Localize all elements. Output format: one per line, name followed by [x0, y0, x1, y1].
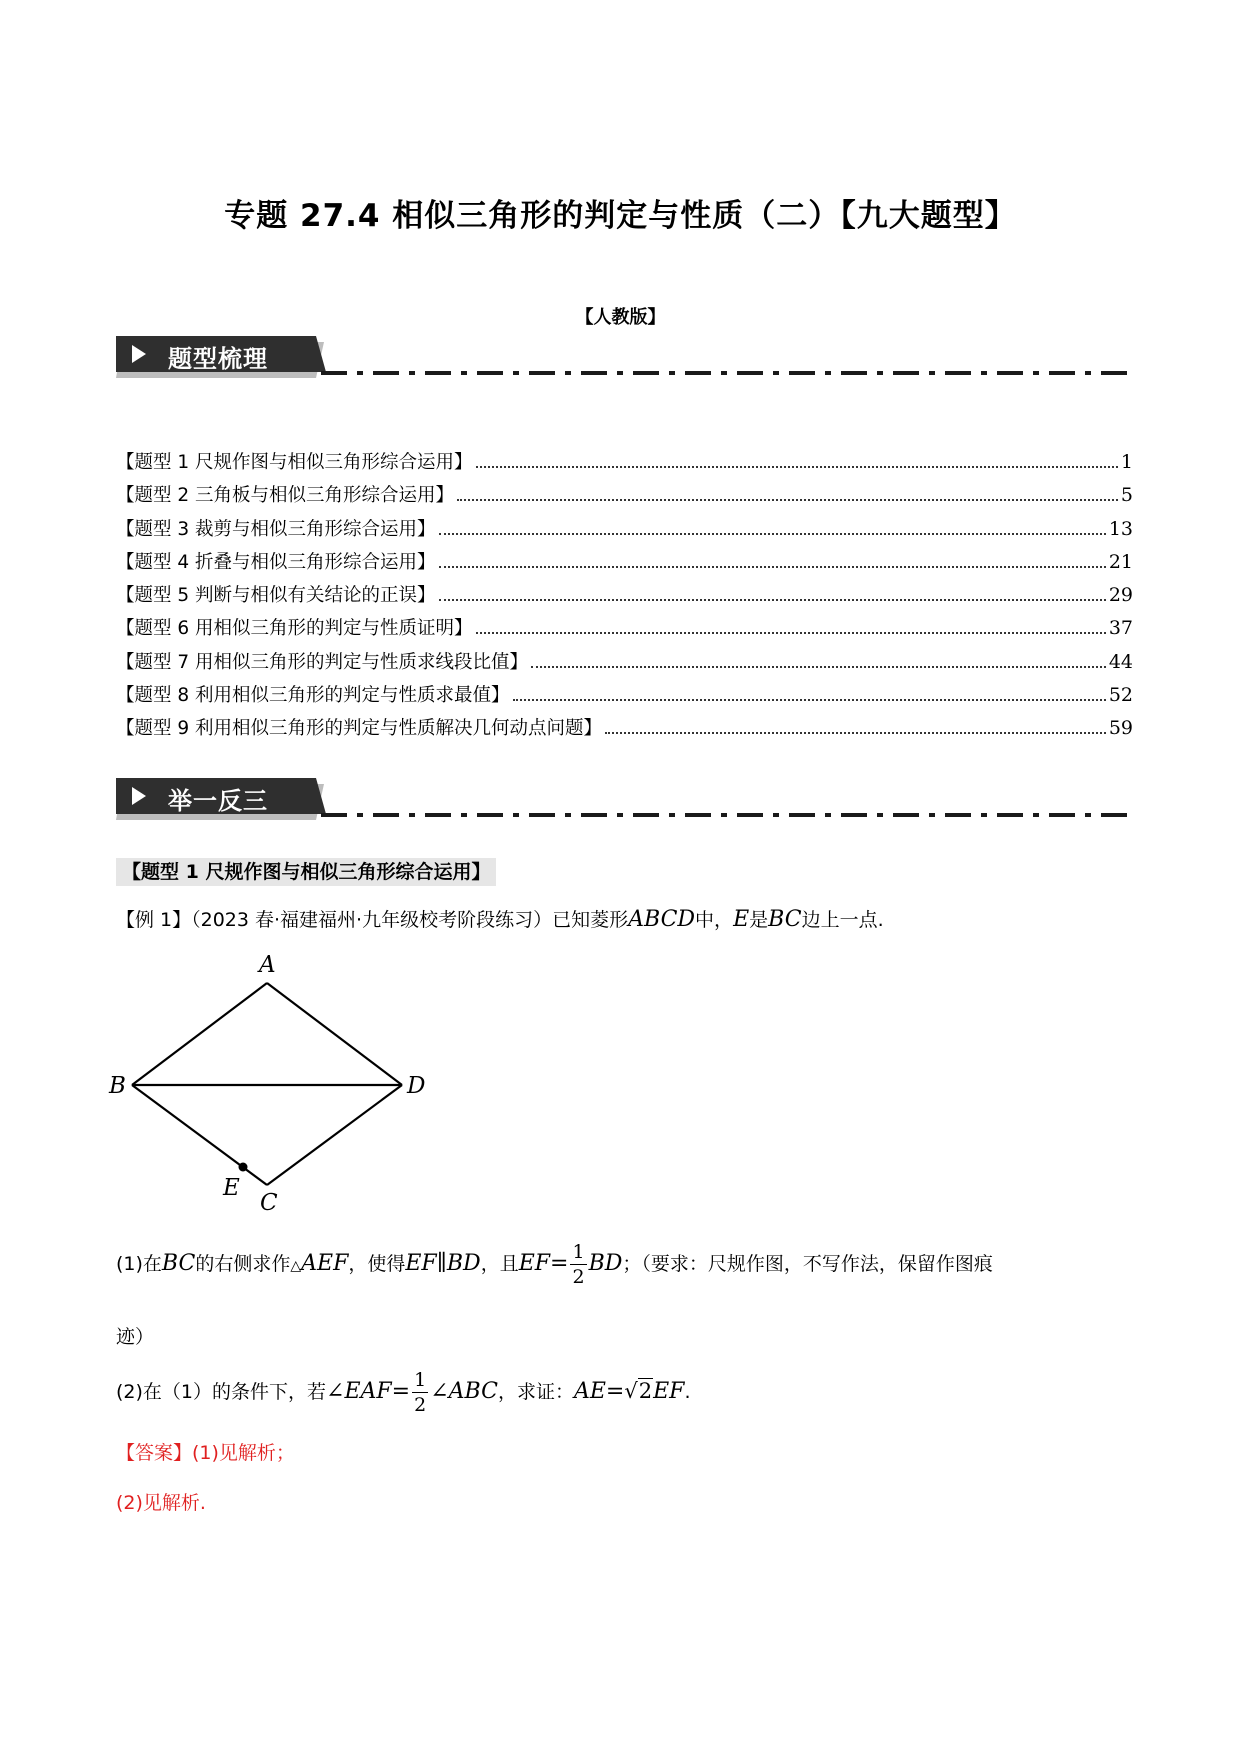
label-b: B [109, 1073, 126, 1099]
section-banner-practice [116, 778, 1133, 826]
toc-item[interactable]: 【题型 9 利用相似三角形的判定与性质解决几何动点问题】 59 [116, 717, 1133, 740]
point-e-dot [239, 1163, 248, 1172]
banner-shape [116, 336, 1133, 384]
banner-shape [116, 778, 1133, 826]
toc-item[interactable]: 【题型 3 裁剪与相似三角形综合运用】 13 [116, 517, 1133, 540]
question-1: (1)在BC的右侧求作△AEF，使得EF∥BD，且EF= $\frac{1}{2}$ BD；（要求：尺规作图，不写作法，保留作图痕 [116, 1240, 993, 1288]
question-2: (2)在（1）的条件下，若∠EAF= $\frac{1}{2}$ ∠ABC，求证：AE=√2EF. [116, 1368, 691, 1416]
sqrt-two: √2 [624, 1379, 653, 1403]
toc-item[interactable]: 【题型 4 折叠与相似三角形综合运用】 21 [116, 550, 1133, 573]
label-a: A [259, 952, 276, 978]
toc-item[interactable]: 【题型 1 尺规作图与相似三角形综合运用】 1 [116, 451, 1133, 473]
toc-item[interactable]: 【题型 8 利用相似三角形的判定与性质求最值】 52 [116, 684, 1133, 707]
question-1-continued: 迹） [116, 1326, 155, 1348]
label-c: C [260, 1190, 278, 1216]
section-banner-overview [116, 336, 1133, 384]
toc-item[interactable]: 【题型 5 判断与相似有关结论的正误】 29 [116, 584, 1133, 607]
toc-item[interactable]: 【题型 6 用相似三角形的判定与性质证明】 37 [116, 617, 1133, 640]
edition-label: 【人教版】 [575, 307, 666, 328]
table-of-contents [116, 448, 1133, 748]
fraction-half: $\frac{1}{2}$ [414, 1368, 427, 1416]
label-e: E [223, 1175, 240, 1201]
toc-item[interactable]: 【题型 2 三角板与相似三角形综合运用】 5 [116, 484, 1133, 507]
label-d: D [407, 1073, 426, 1099]
fraction-half: $\frac{1}{2}$ [572, 1240, 585, 1288]
banner-label: 题型梳理 [168, 345, 268, 373]
example-statement: 【例 1】（2023 春·福建福州·九年级校考阶段练习）已知菱形ABCD中，E是BC边上一点. [116, 907, 884, 932]
answer-line-1: 【答案】(1)见解析； [116, 1442, 295, 1464]
answer-line-2: (2)见解析. [116, 1492, 206, 1514]
section-heading: 【题型 1 尺规作图与相似三角形综合运用】 [116, 858, 496, 886]
page-title: 专题 27.4 相似三角形的判定与性质（二）【九大题型】 [224, 198, 1017, 234]
rhombus-figure [105, 950, 445, 1220]
banner-label: 举一反三 [168, 787, 268, 815]
toc-item[interactable]: 【题型 7 用相似三角形的判定与性质求线段比值】 44 [116, 650, 1133, 673]
